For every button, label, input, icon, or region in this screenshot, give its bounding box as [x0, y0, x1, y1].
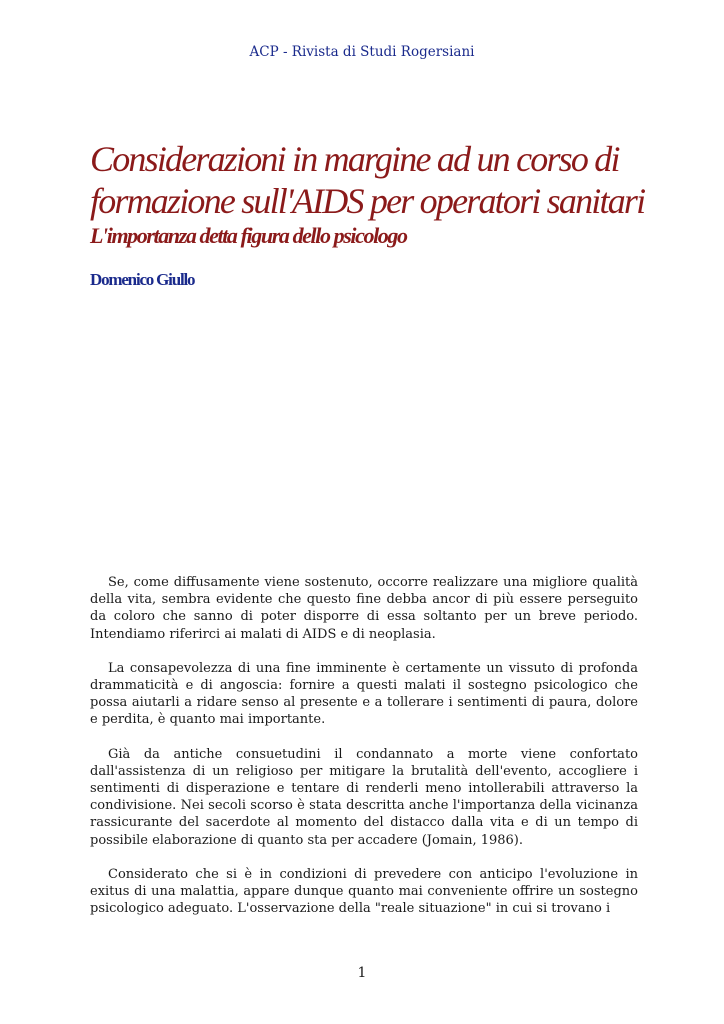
body-paragraph-2: La consapevolezza di una fine imminente è certamente un vissuto di profonda drammaticità e di angoscia: fornire a questi malati il sostegno psicologico che possa aiutarli a ridare senso al presente e a tollerare i sentimenti di paura, dolore e perdita, è quanto mai importante. [90, 660, 638, 728]
running-header: ACP - Rivista di Studi Rogersiani [249, 44, 475, 60]
article-title-block [90, 138, 650, 250]
page-number: 1 [357, 965, 367, 981]
article-subtitle: L'importanza detta figura dello psicologo [90, 223, 407, 248]
article-title-line-2: formazione sull'AIDS per operatori sanitari [90, 181, 645, 221]
body-text [90, 574, 638, 934]
body-paragraph-4: Considerato che si è in condizioni di prevedere con anticipo l'evoluzione in exitus di una malattia, appare dunque quanto mai conveniente offrire un sostegno psicologico adeguato. L'osservazione della "reale situazione" in cui si trovano i [90, 866, 638, 917]
article-title [90, 138, 650, 222]
body-paragraph-1: Se, come diffusamente viene sostenuto, occorre realizzare una migliore qualità della vita, sembra evidente che questo fine debba ancor di più essere perseguito da coloro che sanno di poter disporre di essa soltanto per un breve periodo. Intendiamo riferirci ai malati di AIDS e di neoplasia. [90, 575, 638, 642]
author-name: Domenico Giullo [90, 270, 195, 289]
article-title-line-1: Considerazioni in margine ad un corso di [90, 139, 619, 179]
body-paragraph-3: Già da antiche consuetudini il condannato a morte viene confortato dall'assistenza di un religioso per mitigare la brutalità dell'evento, accogliere i sentimenti di disperazione e tentare di renderli meno intollerabili attraverso la condivisione. Nei secoli scorso è stata descritta anche l'importanza della vicinanza rassicurante del sacerdote al momento del distacco dalla vita e di un tempo di possibile elaborazione di quanto sta per accadere (Jomain, 1986). [90, 746, 638, 848]
